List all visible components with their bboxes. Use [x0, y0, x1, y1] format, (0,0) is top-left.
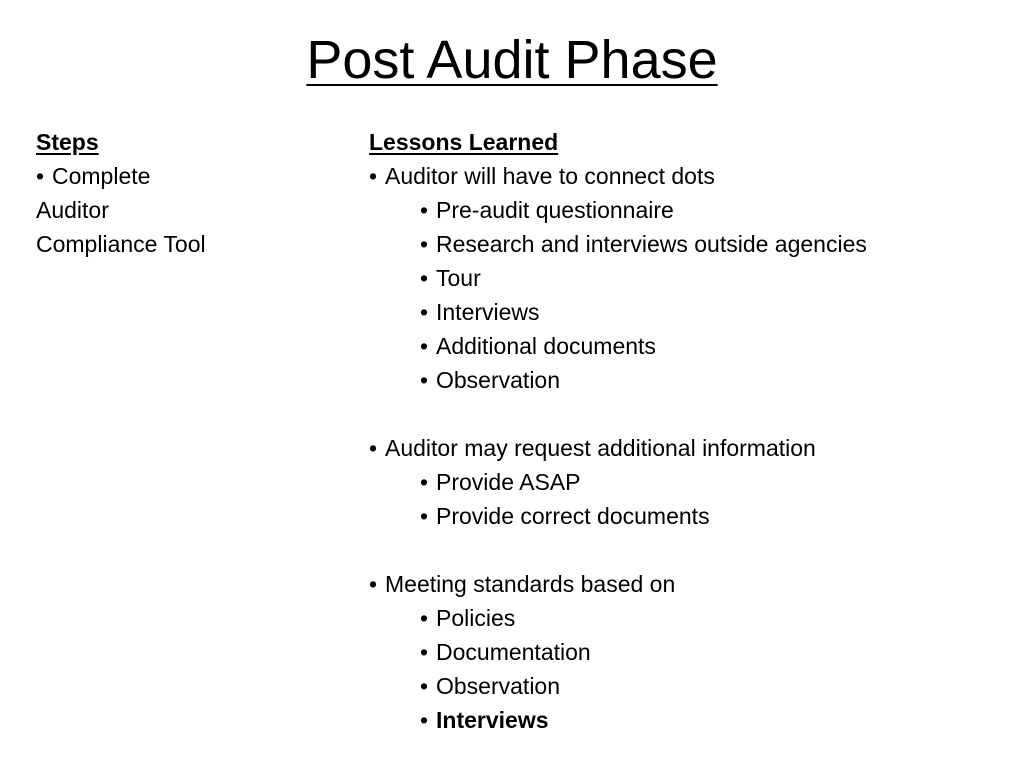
lesson-subitem-text: Observation [436, 673, 561, 699]
lesson-text: Auditor may request additional information [385, 435, 816, 461]
bullet-icon: • [420, 231, 429, 257]
bullet-icon: • [420, 265, 429, 291]
lesson-subitem [369, 669, 1009, 703]
spacer [369, 397, 1009, 431]
slide-title: Post Audit Phase [306, 30, 718, 90]
bullet-icon: • [420, 673, 429, 699]
lesson-subitem-text: Interviews [436, 299, 540, 325]
bullet-icon: • [420, 605, 429, 631]
lesson-subitem-text: Documentation [436, 639, 591, 665]
lesson-subitem [369, 193, 1009, 227]
lesson-item [369, 159, 1009, 193]
lesson-subitem [369, 227, 1009, 261]
lesson-subitem-text: Policies [436, 605, 516, 631]
lesson-subitem-text: Interviews [436, 707, 549, 733]
bullet-icon: • [420, 333, 429, 359]
lesson-subitem [369, 329, 1009, 363]
bullet-icon: • [420, 299, 429, 325]
lesson-subitem-text: Pre-audit questionnaire [436, 197, 674, 223]
lesson-subitem [369, 499, 1009, 533]
lesson-subitem [369, 465, 1009, 499]
lesson-text: Auditor will have to connect dots [385, 163, 715, 189]
lesson-subitem [369, 363, 1009, 397]
lesson-subitem [369, 261, 1009, 295]
bullet-icon: • [420, 503, 429, 529]
bullet-icon: • [420, 197, 429, 223]
lesson-subitem-text: Observation [436, 367, 561, 393]
lesson-subitem [369, 703, 1009, 737]
lesson-subitem-text: Research and interviews outside agencies [436, 231, 867, 257]
bullet-icon: • [36, 163, 45, 189]
bullet-icon: • [369, 571, 378, 597]
bullet-icon: • [369, 435, 378, 461]
lesson-text: Meeting standards based on [385, 571, 676, 597]
lesson-item [369, 567, 1009, 601]
lesson-subitem [369, 295, 1009, 329]
bullet-icon: • [369, 163, 378, 189]
lesson-subitem-text: Provide ASAP [436, 469, 581, 495]
lesson-subitem-text: Provide correct documents [436, 503, 710, 529]
bullet-icon: • [420, 639, 429, 665]
lessons-column [369, 125, 1009, 737]
lessons-heading: Lessons Learned [369, 129, 559, 155]
steps-heading: Steps [36, 129, 99, 155]
lesson-subitem [369, 635, 1009, 669]
bullet-icon: • [420, 469, 429, 495]
bullet-icon: • [420, 707, 429, 733]
lesson-item [369, 431, 1009, 465]
steps-line: Complete [52, 163, 151, 189]
steps-item [36, 159, 286, 193]
lesson-subitem-text: Additional documents [436, 333, 656, 359]
lesson-subitem-text: Tour [436, 265, 481, 291]
bullet-icon: • [420, 367, 429, 393]
spacer [369, 533, 1009, 567]
steps-line: Auditor [36, 197, 109, 223]
lesson-subitem [369, 601, 1009, 635]
steps-line: Compliance Tool [36, 231, 206, 257]
steps-column [36, 125, 286, 261]
